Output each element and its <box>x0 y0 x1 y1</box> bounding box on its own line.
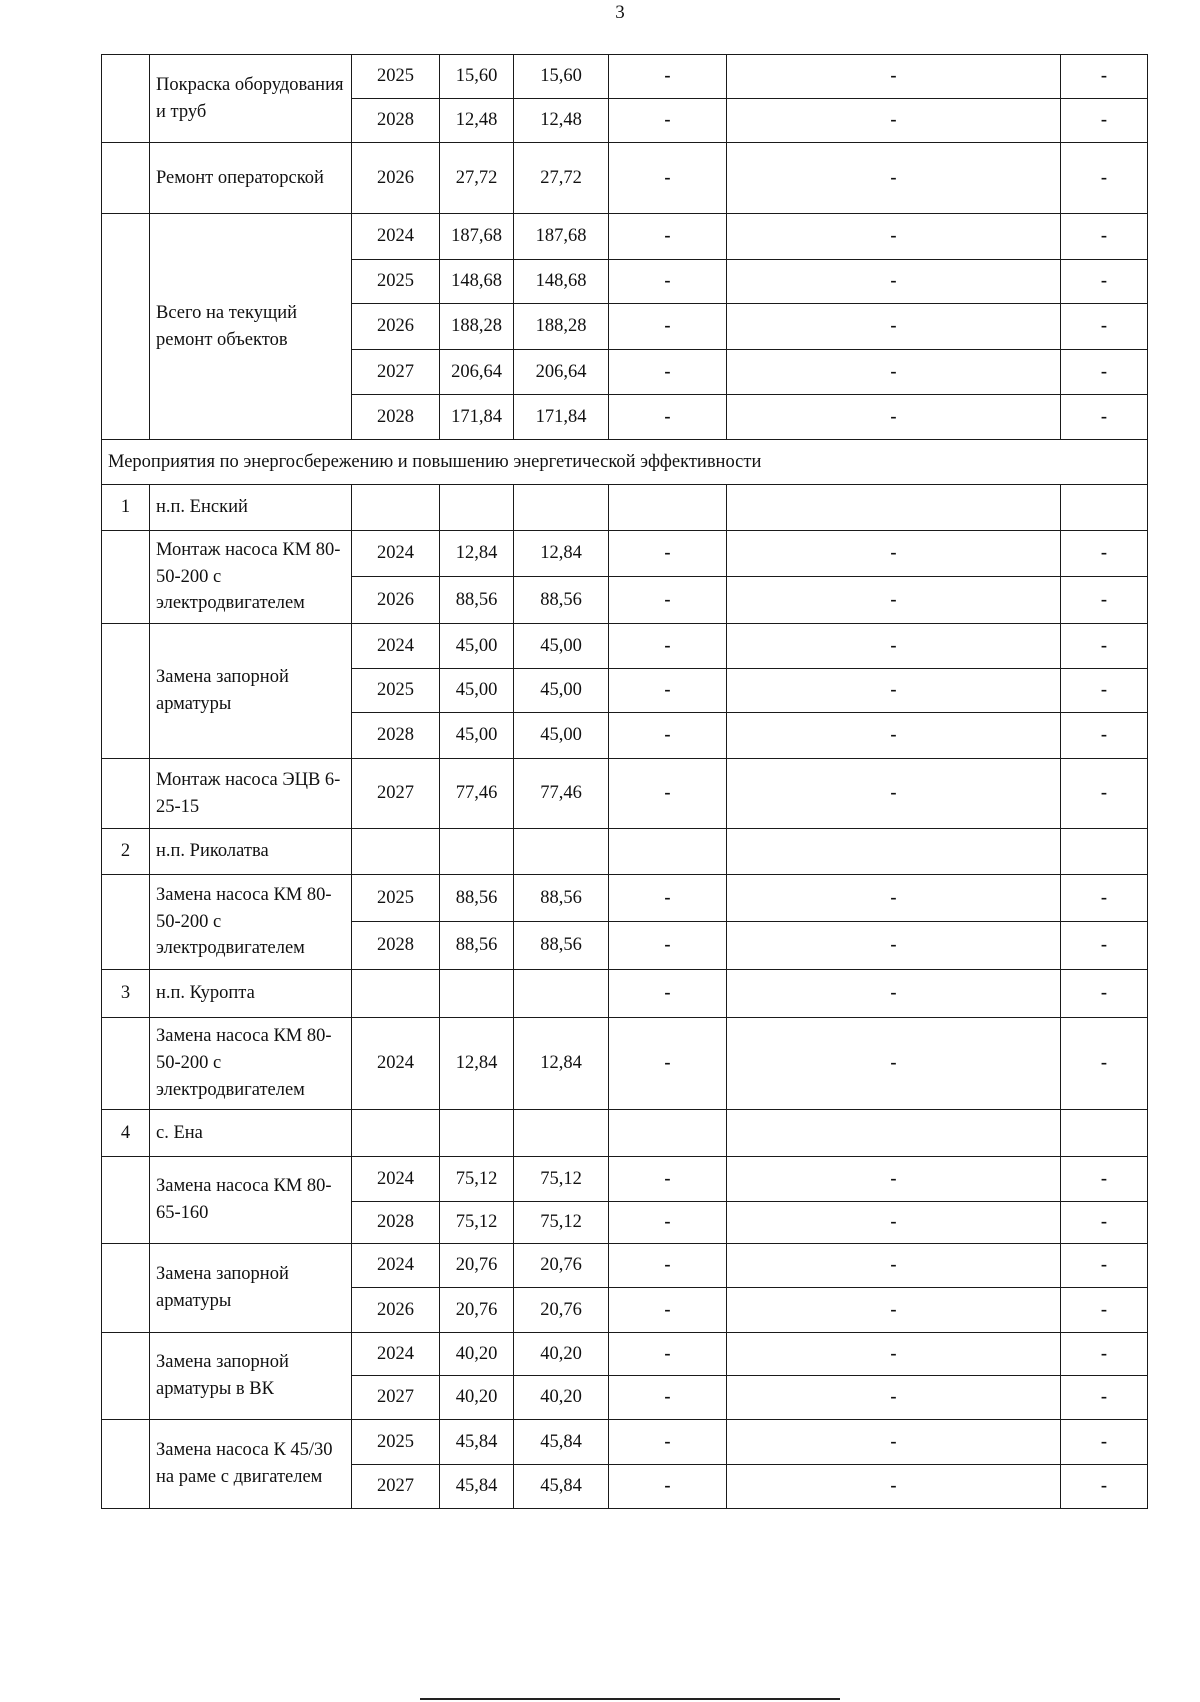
value-cell: 27,72 <box>440 143 514 214</box>
dash-cell <box>1061 829 1148 875</box>
value-cell: 45,00 <box>514 669 609 713</box>
locality-row <box>102 970 1148 1018</box>
value-cell: 88,56 <box>514 922 609 970</box>
dash-cell: - <box>727 99 1061 143</box>
table-row <box>102 1420 1148 1465</box>
dash-cell: - <box>727 577 1061 624</box>
dash-cell: - <box>1061 99 1148 143</box>
value-cell: 148,68 <box>440 260 514 304</box>
value-cell: 188,28 <box>440 304 514 350</box>
item-name: Замена насоса КМ 80-50-200 с электродвигателем <box>150 875 352 970</box>
value-cell: 40,20 <box>514 1333 609 1376</box>
value-cell: 88,56 <box>440 922 514 970</box>
value-cell: 171,84 <box>440 395 514 440</box>
value-cell: 12,84 <box>514 531 609 577</box>
dash-cell: - <box>727 669 1061 713</box>
row-number: 1 <box>102 485 150 531</box>
item-name: Замена насоса КМ 80-65-160 <box>150 1157 352 1244</box>
value-cell <box>440 485 514 531</box>
value-cell <box>514 970 609 1018</box>
dash-cell: - <box>727 260 1061 304</box>
row-number <box>102 1420 150 1509</box>
value-cell <box>514 485 609 531</box>
value-cell: 20,76 <box>514 1244 609 1288</box>
year-cell <box>352 970 440 1018</box>
year-cell: 2028 <box>352 1202 440 1244</box>
dash-cell: - <box>609 1244 727 1288</box>
row-number <box>102 55 150 143</box>
year-cell: 2028 <box>352 922 440 970</box>
value-cell: 171,84 <box>514 395 609 440</box>
dash-cell: - <box>609 1157 727 1202</box>
dash-cell: - <box>727 1202 1061 1244</box>
dash-cell: - <box>609 970 727 1018</box>
value-cell: 45,84 <box>440 1465 514 1509</box>
value-cell: 20,76 <box>440 1288 514 1333</box>
dash-cell: - <box>609 669 727 713</box>
year-cell: 2025 <box>352 1420 440 1465</box>
dash-cell: - <box>609 875 727 922</box>
table-row <box>102 214 1148 260</box>
dash-cell: - <box>609 1018 727 1110</box>
value-cell <box>440 1110 514 1157</box>
dash-cell: - <box>727 1420 1061 1465</box>
dash-cell: - <box>609 55 727 99</box>
section-row <box>102 440 1148 485</box>
dash-cell: - <box>727 713 1061 759</box>
year-cell: 2026 <box>352 143 440 214</box>
dash-cell: - <box>1061 395 1148 440</box>
value-cell: 188,28 <box>514 304 609 350</box>
value-cell: 88,56 <box>514 875 609 922</box>
year-cell <box>352 1110 440 1157</box>
value-cell: 148,68 <box>514 260 609 304</box>
value-cell: 45,00 <box>440 669 514 713</box>
year-cell: 2025 <box>352 875 440 922</box>
dash-cell: - <box>609 531 727 577</box>
value-cell: 45,00 <box>440 624 514 669</box>
table-row <box>102 759 1148 829</box>
table-row <box>102 1333 1148 1376</box>
dash-cell: - <box>727 922 1061 970</box>
dash-cell: - <box>609 395 727 440</box>
year-cell: 2024 <box>352 624 440 669</box>
dash-cell <box>727 1110 1061 1157</box>
locality-row <box>102 485 1148 531</box>
dash-cell: - <box>1061 1376 1148 1420</box>
dash-cell <box>727 485 1061 531</box>
value-cell: 12,48 <box>440 99 514 143</box>
budget-table <box>101 54 1148 1509</box>
locality-row <box>102 1110 1148 1157</box>
dash-cell: - <box>609 624 727 669</box>
value-cell: 45,00 <box>514 713 609 759</box>
dash-cell: - <box>609 1202 727 1244</box>
dash-cell: - <box>727 143 1061 214</box>
value-cell: 206,64 <box>514 350 609 395</box>
value-cell <box>514 1110 609 1157</box>
value-cell: 187,68 <box>440 214 514 260</box>
value-cell: 88,56 <box>514 577 609 624</box>
year-cell: 2024 <box>352 1333 440 1376</box>
dash-cell: - <box>609 99 727 143</box>
value-cell: 206,64 <box>440 350 514 395</box>
year-cell: 2024 <box>352 1157 440 1202</box>
page-number: 3 <box>615 2 625 23</box>
dash-cell: - <box>609 1420 727 1465</box>
table-row <box>102 1018 1148 1110</box>
dash-cell <box>609 485 727 531</box>
dash-cell <box>727 829 1061 875</box>
value-cell: 75,12 <box>514 1157 609 1202</box>
dash-cell <box>609 1110 727 1157</box>
year-cell: 2028 <box>352 395 440 440</box>
value-cell: 20,76 <box>514 1288 609 1333</box>
dash-cell: - <box>1061 577 1148 624</box>
dash-cell: - <box>727 1157 1061 1202</box>
value-cell: 12,84 <box>440 531 514 577</box>
dash-cell: - <box>727 1244 1061 1288</box>
item-name: Всего на текущий ремонт объектов <box>150 214 352 440</box>
dash-cell: - <box>727 304 1061 350</box>
row-number <box>102 1244 150 1333</box>
table-row <box>102 875 1148 922</box>
value-cell: 15,60 <box>440 55 514 99</box>
dash-cell: - <box>609 350 727 395</box>
table-row <box>102 624 1148 669</box>
dash-cell: - <box>609 922 727 970</box>
year-cell: 2028 <box>352 99 440 143</box>
bottom-divider <box>420 1698 840 1700</box>
table-row <box>102 1157 1148 1202</box>
dash-cell: - <box>1061 1288 1148 1333</box>
value-cell: 75,12 <box>514 1202 609 1244</box>
value-cell <box>440 970 514 1018</box>
value-cell: 45,00 <box>514 624 609 669</box>
value-cell: 27,72 <box>514 143 609 214</box>
dash-cell: - <box>727 55 1061 99</box>
year-cell: 2024 <box>352 531 440 577</box>
value-cell: 187,68 <box>514 214 609 260</box>
value-cell: 45,84 <box>514 1420 609 1465</box>
dash-cell: - <box>727 350 1061 395</box>
year-cell <box>352 829 440 875</box>
dash-cell: - <box>1061 875 1148 922</box>
dash-cell: - <box>1061 922 1148 970</box>
dash-cell: - <box>727 531 1061 577</box>
row-number <box>102 531 150 624</box>
dash-cell: - <box>1061 970 1148 1018</box>
item-name: Замена насоса КМ 80-50-200 с электродвигателем <box>150 1018 352 1110</box>
item-name: Монтаж насоса ЭЦВ 6-25-15 <box>150 759 352 829</box>
row-number <box>102 875 150 970</box>
item-name: Ремонт операторской <box>150 143 352 214</box>
row-number <box>102 214 150 440</box>
dash-cell: - <box>1061 260 1148 304</box>
dash-cell: - <box>727 624 1061 669</box>
year-cell: 2028 <box>352 713 440 759</box>
year-cell: 2027 <box>352 350 440 395</box>
dash-cell: - <box>609 1288 727 1333</box>
dash-cell: - <box>1061 1018 1148 1110</box>
row-number: 4 <box>102 1110 150 1157</box>
value-cell: 45,84 <box>514 1465 609 1509</box>
dash-cell: - <box>609 304 727 350</box>
dash-cell: - <box>727 214 1061 260</box>
value-cell: 88,56 <box>440 577 514 624</box>
table-row <box>102 1244 1148 1288</box>
value-cell: 77,46 <box>514 759 609 829</box>
dash-cell: - <box>609 1376 727 1420</box>
row-number <box>102 624 150 759</box>
dash-cell: - <box>609 577 727 624</box>
dash-cell: - <box>1061 1420 1148 1465</box>
dash-cell: - <box>727 970 1061 1018</box>
value-cell: 45,00 <box>440 713 514 759</box>
value-cell <box>440 829 514 875</box>
dash-cell: - <box>1061 531 1148 577</box>
dash-cell: - <box>1061 1202 1148 1244</box>
item-name: Покраска оборудования и труб <box>150 55 352 143</box>
value-cell: 12,84 <box>514 1018 609 1110</box>
value-cell: 20,76 <box>440 1244 514 1288</box>
year-cell: 2027 <box>352 1465 440 1509</box>
row-number: 3 <box>102 970 150 1018</box>
table-row <box>102 531 1148 577</box>
row-number <box>102 1157 150 1244</box>
dash-cell: - <box>1061 350 1148 395</box>
dash-cell: - <box>609 214 727 260</box>
dash-cell <box>1061 485 1148 531</box>
year-cell: 2025 <box>352 260 440 304</box>
locality-name: н.п. Енский <box>150 485 352 531</box>
dash-cell: - <box>727 1376 1061 1420</box>
dash-cell: - <box>1061 214 1148 260</box>
dash-cell: - <box>1061 1157 1148 1202</box>
item-name: Замена запорной арматуры <box>150 1244 352 1333</box>
dash-cell: - <box>1061 55 1148 99</box>
dash-cell: - <box>1061 1465 1148 1509</box>
row-number <box>102 1018 150 1110</box>
dash-cell: - <box>727 1288 1061 1333</box>
dash-cell <box>1061 1110 1148 1157</box>
item-name: Монтаж насоса КМ 80-50-200 с электродвигателем <box>150 531 352 624</box>
year-cell: 2026 <box>352 577 440 624</box>
dash-cell: - <box>727 1465 1061 1509</box>
value-cell: 45,84 <box>440 1420 514 1465</box>
dash-cell: - <box>1061 669 1148 713</box>
value-cell: 40,20 <box>514 1376 609 1420</box>
value-cell: 77,46 <box>440 759 514 829</box>
dash-cell: - <box>727 1333 1061 1376</box>
year-cell: 2026 <box>352 1288 440 1333</box>
dash-cell: - <box>1061 304 1148 350</box>
dash-cell: - <box>1061 713 1148 759</box>
locality-name: н.п. Куропта <box>150 970 352 1018</box>
dash-cell <box>609 829 727 875</box>
value-cell: 12,48 <box>514 99 609 143</box>
year-cell: 2025 <box>352 55 440 99</box>
locality-row <box>102 829 1148 875</box>
dash-cell: - <box>727 395 1061 440</box>
row-number <box>102 1333 150 1420</box>
dash-cell: - <box>609 1333 727 1376</box>
table-row <box>102 55 1148 99</box>
year-cell: 2026 <box>352 304 440 350</box>
value-cell: 88,56 <box>440 875 514 922</box>
year-cell: 2024 <box>352 1018 440 1110</box>
locality-name: н.п. Риколатва <box>150 829 352 875</box>
value-cell: 75,12 <box>440 1157 514 1202</box>
value-cell: 40,20 <box>440 1333 514 1376</box>
section-title: Мероприятия по энергосбережению и повышению энергетической эффективности <box>102 440 1148 485</box>
dash-cell: - <box>727 1018 1061 1110</box>
item-name: Замена насоса К 45/30 на раме с двигателем <box>150 1420 352 1509</box>
year-cell <box>352 485 440 531</box>
year-cell: 2024 <box>352 214 440 260</box>
table-row <box>102 143 1148 214</box>
dash-cell: - <box>609 143 727 214</box>
dash-cell: - <box>727 759 1061 829</box>
dash-cell: - <box>1061 1333 1148 1376</box>
value-cell: 12,84 <box>440 1018 514 1110</box>
value-cell: 15,60 <box>514 55 609 99</box>
dash-cell: - <box>1061 759 1148 829</box>
value-cell: 40,20 <box>440 1376 514 1420</box>
dash-cell: - <box>609 713 727 759</box>
dash-cell: - <box>609 759 727 829</box>
row-number <box>102 143 150 214</box>
value-cell: 75,12 <box>440 1202 514 1244</box>
locality-name: с. Ена <box>150 1110 352 1157</box>
dash-cell: - <box>727 875 1061 922</box>
year-cell: 2027 <box>352 759 440 829</box>
value-cell <box>514 829 609 875</box>
dash-cell: - <box>1061 1244 1148 1288</box>
dash-cell: - <box>609 1465 727 1509</box>
year-cell: 2024 <box>352 1244 440 1288</box>
year-cell: 2025 <box>352 669 440 713</box>
dash-cell: - <box>609 260 727 304</box>
year-cell: 2027 <box>352 1376 440 1420</box>
item-name: Замена запорной арматуры <box>150 624 352 759</box>
dash-cell: - <box>1061 143 1148 214</box>
dash-cell: - <box>1061 624 1148 669</box>
row-number <box>102 759 150 829</box>
row-number: 2 <box>102 829 150 875</box>
item-name: Замена запорной арматуры в ВК <box>150 1333 352 1420</box>
